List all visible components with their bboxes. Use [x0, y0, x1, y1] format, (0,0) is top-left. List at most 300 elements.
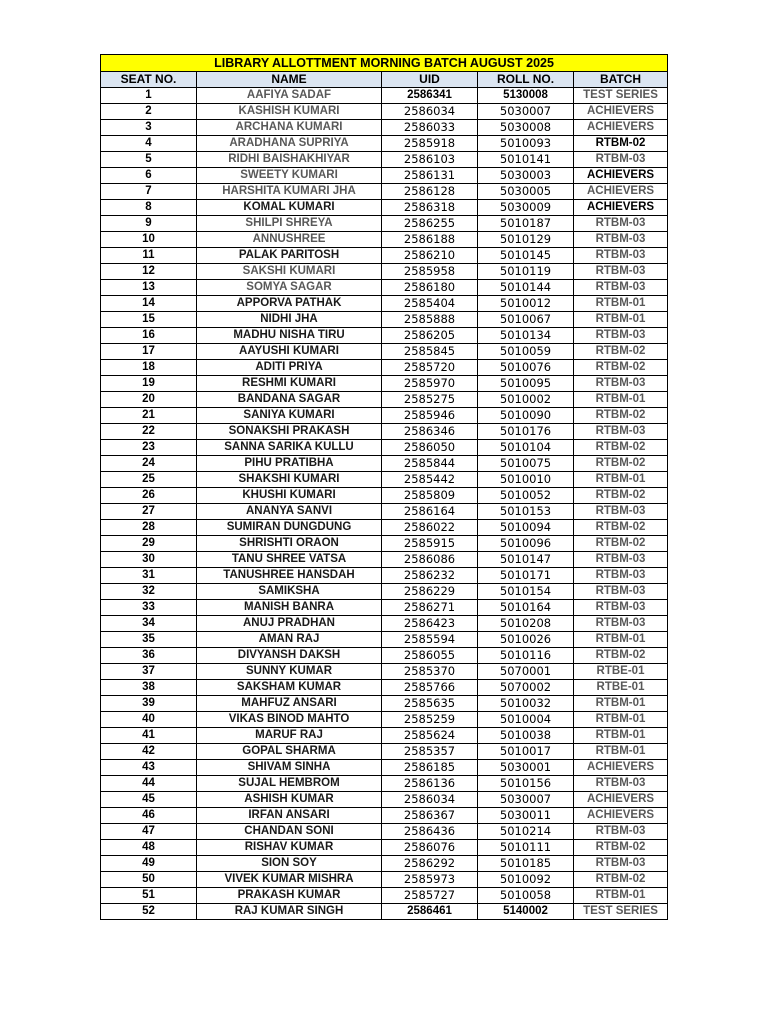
- seat-cell: 13: [101, 280, 197, 296]
- uid-cell: 2585624: [382, 728, 478, 744]
- name-cell: MARUF RAJ: [197, 728, 382, 744]
- header-row: [101, 72, 668, 88]
- uid-cell: 2586055: [382, 648, 478, 664]
- table-row: [101, 792, 668, 808]
- uid-cell: 2586229: [382, 584, 478, 600]
- roll-no-cell: 5070002: [478, 680, 574, 696]
- uid-cell: 2586292: [382, 856, 478, 872]
- seat-cell: 50: [101, 872, 197, 888]
- name-cell: VIVEK KUMAR MISHRA: [197, 872, 382, 888]
- name-cell: ARCHANA KUMARI: [197, 120, 382, 136]
- roll-no-cell: 5010059: [478, 344, 574, 360]
- seat-cell: 29: [101, 536, 197, 552]
- batch-cell: RTBM-01: [574, 472, 668, 488]
- seat-cell: 1: [101, 88, 197, 104]
- batch-cell: ACHIEVERS: [574, 104, 668, 120]
- batch-cell: RTBM-03: [574, 232, 668, 248]
- table-row: [101, 184, 668, 200]
- seat-cell: 44: [101, 776, 197, 792]
- name-cell: SHILPI SHREYA: [197, 216, 382, 232]
- name-cell: GOPAL SHARMA: [197, 744, 382, 760]
- seat-cell: 7: [101, 184, 197, 200]
- name-cell: AMAN RAJ: [197, 632, 382, 648]
- uid-cell: 2586164: [382, 504, 478, 520]
- batch-cell: RTBM-03: [574, 424, 668, 440]
- seat-cell: 16: [101, 328, 197, 344]
- name-cell: RIDHI BAISHAKHIYAR: [197, 152, 382, 168]
- roll-no-cell: 5010176: [478, 424, 574, 440]
- roll-no-cell: 5030007: [478, 104, 574, 120]
- table-row: [101, 744, 668, 760]
- seat-cell: 37: [101, 664, 197, 680]
- table-row: [101, 152, 668, 168]
- name-cell: SANNA SARIKA KULLU: [197, 440, 382, 456]
- uid-cell: 2586461: [382, 904, 478, 920]
- seat-cell: 33: [101, 600, 197, 616]
- seat-cell: 15: [101, 312, 197, 328]
- table-row: [101, 776, 668, 792]
- roll-no-cell: 5010052: [478, 488, 574, 504]
- uid-cell: 2586188: [382, 232, 478, 248]
- table-row: [101, 888, 668, 904]
- batch-cell: RTBM-02: [574, 488, 668, 504]
- table-row: [101, 824, 668, 840]
- uid-cell: 2585259: [382, 712, 478, 728]
- batch-cell: RTBM-03: [574, 152, 668, 168]
- table-row: [101, 856, 668, 872]
- batch-cell: RTBM-03: [574, 328, 668, 344]
- seat-cell: 43: [101, 760, 197, 776]
- name-cell: MAHFUZ ANSARI: [197, 696, 382, 712]
- roll-no-cell: 5010067: [478, 312, 574, 328]
- roll-no-cell: 5010116: [478, 648, 574, 664]
- uid-cell: 2585888: [382, 312, 478, 328]
- table-row: [101, 616, 668, 632]
- uid-cell: 2585720: [382, 360, 478, 376]
- batch-cell: RTBM-03: [574, 264, 668, 280]
- uid-cell: 2586318: [382, 200, 478, 216]
- uid-cell: 2585918: [382, 136, 478, 152]
- seat-cell: 3: [101, 120, 197, 136]
- roll-no-cell: 5010185: [478, 856, 574, 872]
- seat-cell: 41: [101, 728, 197, 744]
- name-cell: MADHU NISHA TIRU: [197, 328, 382, 344]
- table-row: [101, 664, 668, 680]
- roll-no-cell: 5010058: [478, 888, 574, 904]
- seat-cell: 21: [101, 408, 197, 424]
- name-cell: ANUJ PRADHAN: [197, 616, 382, 632]
- name-cell: MANISH BANRA: [197, 600, 382, 616]
- batch-cell: RTBM-03: [574, 600, 668, 616]
- uid-cell: 2586205: [382, 328, 478, 344]
- name-cell: SAKSHAM KUMAR: [197, 680, 382, 696]
- roll-no-cell: 5010164: [478, 600, 574, 616]
- uid-cell: 2586076: [382, 840, 478, 856]
- table-row: [101, 216, 668, 232]
- seat-cell: 47: [101, 824, 197, 840]
- name-cell: KHUSHI KUMARI: [197, 488, 382, 504]
- roll-no-cell: 5130008: [478, 88, 574, 104]
- roll-no-cell: 5010002: [478, 392, 574, 408]
- name-cell: BANDANA SAGAR: [197, 392, 382, 408]
- roll-no-cell: 5010214: [478, 824, 574, 840]
- table-row: [101, 504, 668, 520]
- uid-cell: 2585946: [382, 408, 478, 424]
- roll-no-cell: 5030008: [478, 120, 574, 136]
- batch-cell: ACHIEVERS: [574, 200, 668, 216]
- batch-cell: RTBM-02: [574, 456, 668, 472]
- roll-no-cell: 5010208: [478, 616, 574, 632]
- roll-no-cell: 5010010: [478, 472, 574, 488]
- seat-cell: 20: [101, 392, 197, 408]
- seat-cell: 11: [101, 248, 197, 264]
- batch-cell: RTBM-03: [574, 568, 668, 584]
- batch-cell: RTBM-01: [574, 744, 668, 760]
- seat-cell: 25: [101, 472, 197, 488]
- batch-cell: ACHIEVERS: [574, 184, 668, 200]
- roll-no-cell: 5010129: [478, 232, 574, 248]
- table-row: [101, 696, 668, 712]
- uid-cell: 2585635: [382, 696, 478, 712]
- roll-no-cell: 5010156: [478, 776, 574, 792]
- roll-no-cell: 5010026: [478, 632, 574, 648]
- seat-cell: 40: [101, 712, 197, 728]
- name-cell: SONAKSHI PRAKASH: [197, 424, 382, 440]
- seat-cell: 10: [101, 232, 197, 248]
- roll-no-cell: 5030011: [478, 808, 574, 824]
- table-row: [101, 232, 668, 248]
- roll-no-cell: 5010144: [478, 280, 574, 296]
- roll-no-cell: 5010104: [478, 440, 574, 456]
- uid-cell: 2585370: [382, 664, 478, 680]
- name-cell: SION SOY: [197, 856, 382, 872]
- name-cell: TANUSHREE HANSDAH: [197, 568, 382, 584]
- roll-no-cell: 5010095: [478, 376, 574, 392]
- table-row: [101, 600, 668, 616]
- table-row: [101, 264, 668, 280]
- roll-no-cell: 5010012: [478, 296, 574, 312]
- batch-cell: RTBM-01: [574, 296, 668, 312]
- name-cell: DIVYANSH DAKSH: [197, 648, 382, 664]
- name-cell: SUNNY KUMAR: [197, 664, 382, 680]
- uid-cell: 2585958: [382, 264, 478, 280]
- roll-no-cell: 5010004: [478, 712, 574, 728]
- uid-cell: 2586086: [382, 552, 478, 568]
- batch-cell: RTBM-02: [574, 536, 668, 552]
- table-row: [101, 424, 668, 440]
- table-row: [101, 680, 668, 696]
- roll-no-cell: 5010093: [478, 136, 574, 152]
- batch-cell: RTBM-02: [574, 360, 668, 376]
- uid-cell: 2586033: [382, 120, 478, 136]
- table-row: [101, 120, 668, 136]
- seat-cell: 34: [101, 616, 197, 632]
- name-cell: IRFAN ANSARI: [197, 808, 382, 824]
- name-cell: SHIVAM SINHA: [197, 760, 382, 776]
- name-cell: SANIYA KUMARI: [197, 408, 382, 424]
- batch-cell: ACHIEVERS: [574, 760, 668, 776]
- column-header-name: NAME: [197, 72, 382, 88]
- uid-cell: 2585915: [382, 536, 478, 552]
- batch-cell: RTBM-02: [574, 344, 668, 360]
- table-row: [101, 632, 668, 648]
- allotment-table: [100, 54, 668, 920]
- table-row: [101, 536, 668, 552]
- table-row: [101, 104, 668, 120]
- seat-cell: 19: [101, 376, 197, 392]
- batch-cell: RTBM-03: [574, 376, 668, 392]
- seat-cell: 45: [101, 792, 197, 808]
- name-cell: PIHU PRATIBHA: [197, 456, 382, 472]
- batch-cell: TEST SERIES: [574, 88, 668, 104]
- batch-cell: RTBM-01: [574, 888, 668, 904]
- name-cell: SAMIKSHA: [197, 584, 382, 600]
- uid-cell: 2586232: [382, 568, 478, 584]
- uid-cell: 2586131: [382, 168, 478, 184]
- uid-cell: 2586180: [382, 280, 478, 296]
- batch-cell: RTBM-02: [574, 520, 668, 536]
- uid-cell: 2585404: [382, 296, 478, 312]
- seat-cell: 27: [101, 504, 197, 520]
- batch-cell: RTBM-02: [574, 136, 668, 152]
- table-row: [101, 440, 668, 456]
- name-cell: RESHMI KUMARI: [197, 376, 382, 392]
- name-cell: ADITI PRIYA: [197, 360, 382, 376]
- table-row: [101, 728, 668, 744]
- name-cell: PALAK PARITOSH: [197, 248, 382, 264]
- name-cell: PRAKASH KUMAR: [197, 888, 382, 904]
- roll-no-cell: 5010145: [478, 248, 574, 264]
- table-row: [101, 168, 668, 184]
- table-row: [101, 344, 668, 360]
- name-cell: SWEETY KUMARI: [197, 168, 382, 184]
- roll-no-cell: 5010092: [478, 872, 574, 888]
- roll-no-cell: 5010147: [478, 552, 574, 568]
- table-row: [101, 808, 668, 824]
- roll-no-cell: 5030001: [478, 760, 574, 776]
- roll-no-cell: 5030003: [478, 168, 574, 184]
- batch-cell: RTBM-02: [574, 408, 668, 424]
- roll-no-cell: 5010187: [478, 216, 574, 232]
- batch-cell: RTBM-02: [574, 840, 668, 856]
- table-row: [101, 360, 668, 376]
- name-cell: SOMYA SAGAR: [197, 280, 382, 296]
- uid-cell: 2586341: [382, 88, 478, 104]
- name-cell: APPORVA PATHAK: [197, 296, 382, 312]
- uid-cell: 2585973: [382, 872, 478, 888]
- uid-cell: 2586034: [382, 792, 478, 808]
- name-cell: SHRISHTI ORAON: [197, 536, 382, 552]
- batch-cell: RTBM-03: [574, 504, 668, 520]
- seat-cell: 4: [101, 136, 197, 152]
- roll-no-cell: 5010134: [478, 328, 574, 344]
- batch-cell: ACHIEVERS: [574, 120, 668, 136]
- seat-cell: 49: [101, 856, 197, 872]
- seat-cell: 18: [101, 360, 197, 376]
- name-cell: RISHAV KUMAR: [197, 840, 382, 856]
- batch-cell: RTBM-01: [574, 712, 668, 728]
- batch-cell: TEST SERIES: [574, 904, 668, 920]
- name-cell: SUJAL HEMBROM: [197, 776, 382, 792]
- batch-cell: RTBM-02: [574, 872, 668, 888]
- roll-no-cell: 5030007: [478, 792, 574, 808]
- seat-cell: 6: [101, 168, 197, 184]
- batch-cell: RTBM-01: [574, 392, 668, 408]
- table-row: [101, 568, 668, 584]
- uid-cell: 2585970: [382, 376, 478, 392]
- roll-no-cell: 5010038: [478, 728, 574, 744]
- seat-cell: 12: [101, 264, 197, 280]
- seat-cell: 52: [101, 904, 197, 920]
- roll-no-cell: 5010076: [478, 360, 574, 376]
- table-row: [101, 88, 668, 104]
- name-cell: AAYUSHI KUMARI: [197, 344, 382, 360]
- batch-cell: RTBM-03: [574, 280, 668, 296]
- uid-cell: 2585275: [382, 392, 478, 408]
- uid-cell: 2586436: [382, 824, 478, 840]
- seat-cell: 35: [101, 632, 197, 648]
- name-cell: RAJ KUMAR SINGH: [197, 904, 382, 920]
- table-row: [101, 312, 668, 328]
- uid-cell: 2585594: [382, 632, 478, 648]
- roll-no-cell: 5010032: [478, 696, 574, 712]
- batch-cell: ACHIEVERS: [574, 168, 668, 184]
- seat-cell: 38: [101, 680, 197, 696]
- name-cell: SHAKSHI KUMARI: [197, 472, 382, 488]
- seat-cell: 23: [101, 440, 197, 456]
- batch-cell: RTBM-01: [574, 632, 668, 648]
- name-cell: ANANYA SANVI: [197, 504, 382, 520]
- roll-no-cell: 5010096: [478, 536, 574, 552]
- seat-cell: 2: [101, 104, 197, 120]
- table-row: [101, 488, 668, 504]
- uid-cell: 2586022: [382, 520, 478, 536]
- batch-cell: ACHIEVERS: [574, 808, 668, 824]
- table-row: [101, 648, 668, 664]
- uid-cell: 2585357: [382, 744, 478, 760]
- roll-no-cell: 5010111: [478, 840, 574, 856]
- batch-cell: RTBM-03: [574, 216, 668, 232]
- seat-cell: 24: [101, 456, 197, 472]
- table-row: [101, 408, 668, 424]
- roll-no-cell: 5010075: [478, 456, 574, 472]
- seat-cell: 39: [101, 696, 197, 712]
- column-header-uid: UID: [382, 72, 478, 88]
- seat-cell: 9: [101, 216, 197, 232]
- uid-cell: 2586367: [382, 808, 478, 824]
- uid-cell: 2586271: [382, 600, 478, 616]
- uid-cell: 2586185: [382, 760, 478, 776]
- roll-no-cell: 5140002: [478, 904, 574, 920]
- name-cell: KASHISH KUMARI: [197, 104, 382, 120]
- seat-cell: 8: [101, 200, 197, 216]
- column-header-batch: BATCH: [574, 72, 668, 88]
- roll-no-cell: 5010090: [478, 408, 574, 424]
- seat-cell: 17: [101, 344, 197, 360]
- name-cell: TANU SHREE VATSA: [197, 552, 382, 568]
- table-row: [101, 760, 668, 776]
- name-cell: CHANDAN SONI: [197, 824, 382, 840]
- table-row: [101, 456, 668, 472]
- name-cell: AAFIYA SADAF: [197, 88, 382, 104]
- name-cell: SUMIRAN DUNGDUNG: [197, 520, 382, 536]
- uid-cell: 2586103: [382, 152, 478, 168]
- seat-cell: 14: [101, 296, 197, 312]
- name-cell: SAKSHI KUMARI: [197, 264, 382, 280]
- table-row: [101, 552, 668, 568]
- uid-cell: 2585727: [382, 888, 478, 904]
- uid-cell: 2586423: [382, 616, 478, 632]
- table-row: [101, 712, 668, 728]
- batch-cell: RTBM-02: [574, 440, 668, 456]
- table-row: [101, 840, 668, 856]
- roll-no-cell: 5070001: [478, 664, 574, 680]
- roll-no-cell: 5030005: [478, 184, 574, 200]
- seat-cell: 48: [101, 840, 197, 856]
- uid-cell: 2586136: [382, 776, 478, 792]
- batch-cell: RTBE-01: [574, 664, 668, 680]
- table-row: [101, 472, 668, 488]
- table-row: [101, 584, 668, 600]
- batch-cell: RTBM-03: [574, 552, 668, 568]
- seat-cell: 42: [101, 744, 197, 760]
- table-row: [101, 376, 668, 392]
- table-row: [101, 328, 668, 344]
- roll-no-cell: 5010119: [478, 264, 574, 280]
- uid-cell: 2586255: [382, 216, 478, 232]
- batch-cell: RTBE-01: [574, 680, 668, 696]
- uid-cell: 2585844: [382, 456, 478, 472]
- column-header-seat: SEAT NO.: [101, 72, 197, 88]
- uid-cell: 2585845: [382, 344, 478, 360]
- seat-cell: 28: [101, 520, 197, 536]
- name-cell: NIDHI JHA: [197, 312, 382, 328]
- uid-cell: 2585766: [382, 680, 478, 696]
- sheet-title: LIBRARY ALLOTTMENT MORNING BATCH AUGUST 2025: [101, 55, 668, 72]
- uid-cell: 2586050: [382, 440, 478, 456]
- batch-cell: RTBM-03: [574, 776, 668, 792]
- roll-no-cell: 5010171: [478, 568, 574, 584]
- uid-cell: 2585442: [382, 472, 478, 488]
- uid-cell: 2586034: [382, 104, 478, 120]
- table-row: [101, 136, 668, 152]
- seat-cell: 22: [101, 424, 197, 440]
- uid-cell: 2585809: [382, 488, 478, 504]
- uid-cell: 2586210: [382, 248, 478, 264]
- name-cell: VIKAS BINOD MAHTO: [197, 712, 382, 728]
- table-row: [101, 392, 668, 408]
- table-row: [101, 248, 668, 264]
- name-cell: ANNUSHREE: [197, 232, 382, 248]
- batch-cell: ACHIEVERS: [574, 792, 668, 808]
- roll-no-cell: 5010094: [478, 520, 574, 536]
- table-row: [101, 872, 668, 888]
- roll-no-cell: 5010154: [478, 584, 574, 600]
- table-row: [101, 200, 668, 216]
- table-row: [101, 904, 668, 920]
- seat-cell: 31: [101, 568, 197, 584]
- batch-cell: RTBM-01: [574, 312, 668, 328]
- batch-cell: RTBM-03: [574, 856, 668, 872]
- batch-cell: RTBM-01: [574, 728, 668, 744]
- table-row: [101, 520, 668, 536]
- batch-cell: RTBM-02: [574, 648, 668, 664]
- name-cell: HARSHITA KUMARI JHA: [197, 184, 382, 200]
- name-cell: ARADHANA SUPRIYA: [197, 136, 382, 152]
- column-header-roll: ROLL NO.: [478, 72, 574, 88]
- batch-cell: RTBM-03: [574, 824, 668, 840]
- batch-cell: RTBM-03: [574, 584, 668, 600]
